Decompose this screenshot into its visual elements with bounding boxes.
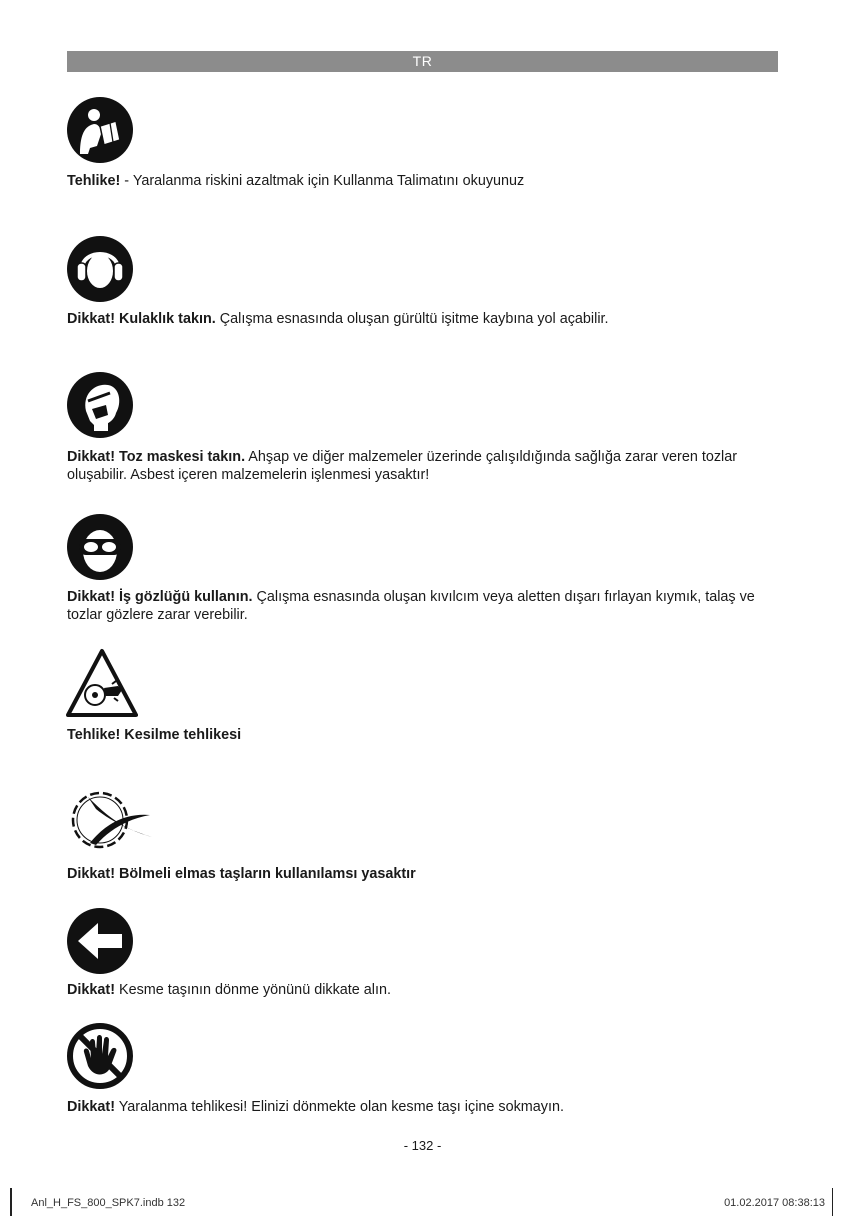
item-no-hand	[67, 1098, 783, 1116]
item-description: Çalışma esnasında oluşan gürültü işitme kaybına yol açabilir.	[215, 311, 609, 327]
language-bar: TR	[67, 51, 778, 72]
crop-mark-left	[10, 1188, 12, 1216]
item-dust-mask	[67, 448, 783, 484]
item-title: Tehlike!	[67, 173, 121, 189]
no-hand-icon	[66, 1022, 134, 1090]
item-title: Tehlike! Kesilme tehlikesi	[67, 727, 242, 743]
footer-file-info: Anl_H_FS_800_SPK7.indb 132	[31, 1197, 186, 1209]
ear-protection-icon	[66, 235, 134, 303]
item-description: Kesme taşının dönme yönünü dikkate alın.	[115, 982, 391, 998]
crop-mark-right	[832, 1188, 834, 1216]
no-segmented-disc-icon	[66, 789, 154, 851]
item-description: - Yaralanma riskini azaltmak için Kullanma Talimatını okuyunuz	[120, 173, 525, 189]
item-description: Yaralanma tehlikesi! Elinizi dönmekte olan kesme taşı içine sokmayın.	[115, 1099, 564, 1115]
item-title: Dikkat! İş gözlüğü kullanın.	[67, 589, 253, 605]
item-title: Dikkat!	[67, 1099, 115, 1115]
cutting-hazard-icon	[66, 648, 138, 718]
item-title: Dikkat! Kulaklık takın.	[67, 311, 216, 327]
item-read-manual	[67, 172, 783, 190]
item-title: Dikkat! Toz maskesi takın.	[67, 449, 246, 465]
item-title: Dikkat!	[67, 982, 115, 998]
item-no-segmented-disc	[67, 865, 783, 883]
item-ear-protection	[67, 310, 783, 328]
page-number: - 132 -	[403, 1138, 442, 1153]
rotation-direction-icon	[66, 907, 134, 975]
dust-mask-icon	[66, 371, 134, 439]
safety-goggles-icon	[66, 513, 134, 581]
item-description: Ahşap ve diğer malzemeler üzerinde çalışıldığında sağlığa zarar veren tozlar oluşabilir. Asbest içeren malzemelerin işlenmesi yasaktır!	[67, 449, 738, 483]
item-description: Çalışma esnasında oluşan kıvılcım veya aletten dışarı fırlayan kıymık, talaş ve tozlar gözlere zarar verebilir.	[67, 589, 755, 623]
item-title: Dikkat! Bölmeli elmas taşların kullanılamsı yasaktır	[67, 866, 416, 882]
footer-timestamp: 01.02.2017 08:38:13	[724, 1197, 825, 1209]
item-rotation-direction	[67, 981, 783, 999]
read-manual-icon	[66, 96, 134, 164]
item-cutting-hazard	[67, 726, 783, 744]
item-safety-goggles	[67, 588, 783, 624]
